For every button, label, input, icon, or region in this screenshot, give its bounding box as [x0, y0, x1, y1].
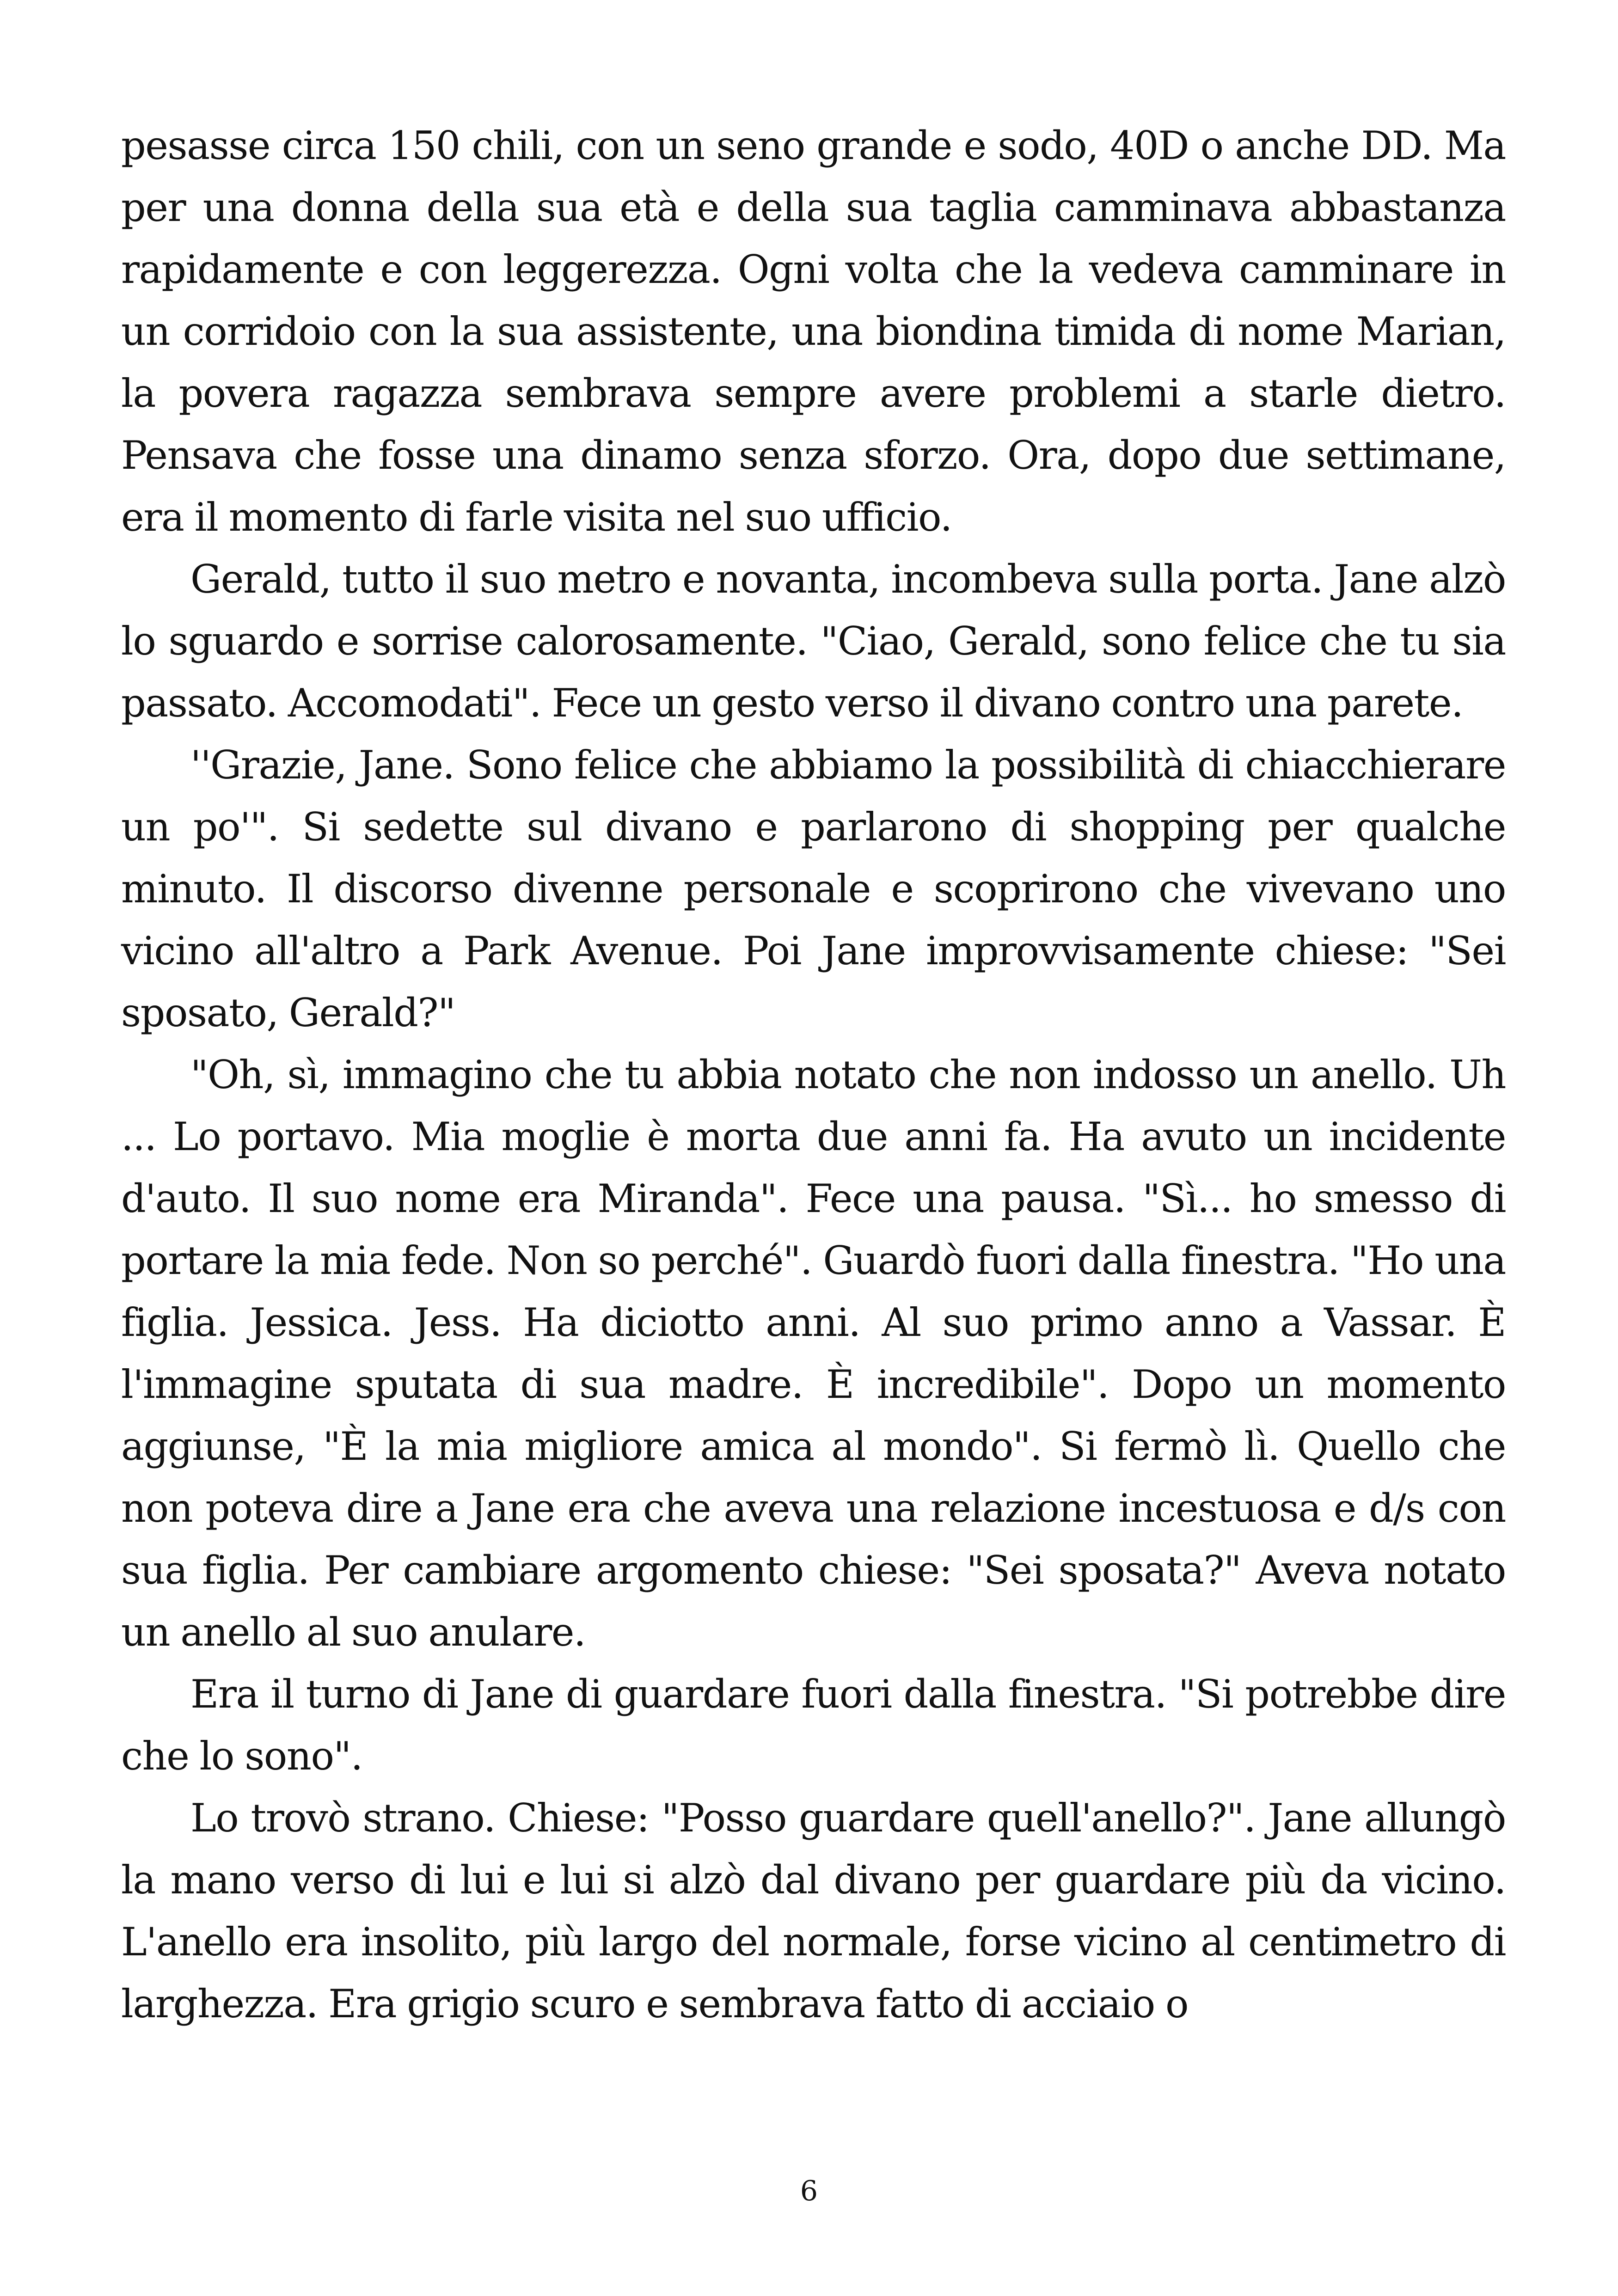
paragraph-4: "Oh, sì, immagino che tu abbia notato che non indosso un anello. Uh ... Lo portavo. Mia moglie è morta due anni fa. Ha avuto un incidente d'auto. Il suo nome era Miranda". Fece una pausa. "Sì... ho smesso di portare la mia fede. Non so perché". Guardò fuori dalla finestra. "Ho una figlia. Jessica. Jess. Ha diciotto anni. Al suo primo anno a Vassar. È l'immagine sputata di sua madre. È incredibile". Dopo un momento aggiunse, "È la mia migliore amica al mondo". Si fermò lì. Quello che non poteva dire a Jane era che aveva una relazione incestuosa e d/s con sua figlia. Per cambiare argomento chiese: "Sei sposata?" Aveva notato un anello al suo anulare.	[121, 1052, 1506, 1655]
body-text	[121, 115, 1506, 2035]
paragraph-6: Lo trovò strano. Chiese: "Posso guardare quell'anello?". Jane allungò la mano verso di lui e lui si alzò dal divano per guardare più da vicino. L'anello era insolito, più largo del normale, forse vicino al centimetro di larghezza. Era grigio scuro e sembrava fatto di acciaio o	[121, 1795, 1506, 2027]
page-number: 6	[800, 2175, 818, 2207]
paragraph-2: Gerald, tutto il suo metro e novanta, incombeva sulla porta. Jane alzò lo sguardo e sorrise calorosamente. "Ciao, Gerald, sono felice che tu sia passato. Accomodati". Fece un gesto verso il divano contro una parete.	[121, 557, 1506, 726]
paragraph-1: pesasse circa 150 chili, con un seno grande e sodo, 40D o anche DD. Ma per una donna della sua età e della sua taglia camminava abbastanza rapidamente e con leggerezza. Ogni volta che la vedeva camminare in un corridoio con la sua assistente, una biondina timida di nome Marian, la povera ragazza sembrava sempre avere problemi a starle dietro. Pensava che fosse una dinamo senza sforzo. Ora, dopo due settimane, era il momento di farle visita nel suo ufficio.	[121, 123, 1506, 540]
paragraph-3: ''Grazie, Jane. Sono felice che abbiamo la possibilità di chiacchierare un po'". Si sedette sul divano e parlarono di shopping per qualche minuto. Il discorso divenne personale e scoprirono che vivevano uno vicino all'altro a Park Avenue. Poi Jane improvvisamente chiese: "Sei sposato, Gerald?"	[121, 742, 1506, 1035]
paragraph-5: Era il turno di Jane di guardare fuori dalla finestra. "Si potrebbe dire che lo sono".	[121, 1671, 1506, 1779]
